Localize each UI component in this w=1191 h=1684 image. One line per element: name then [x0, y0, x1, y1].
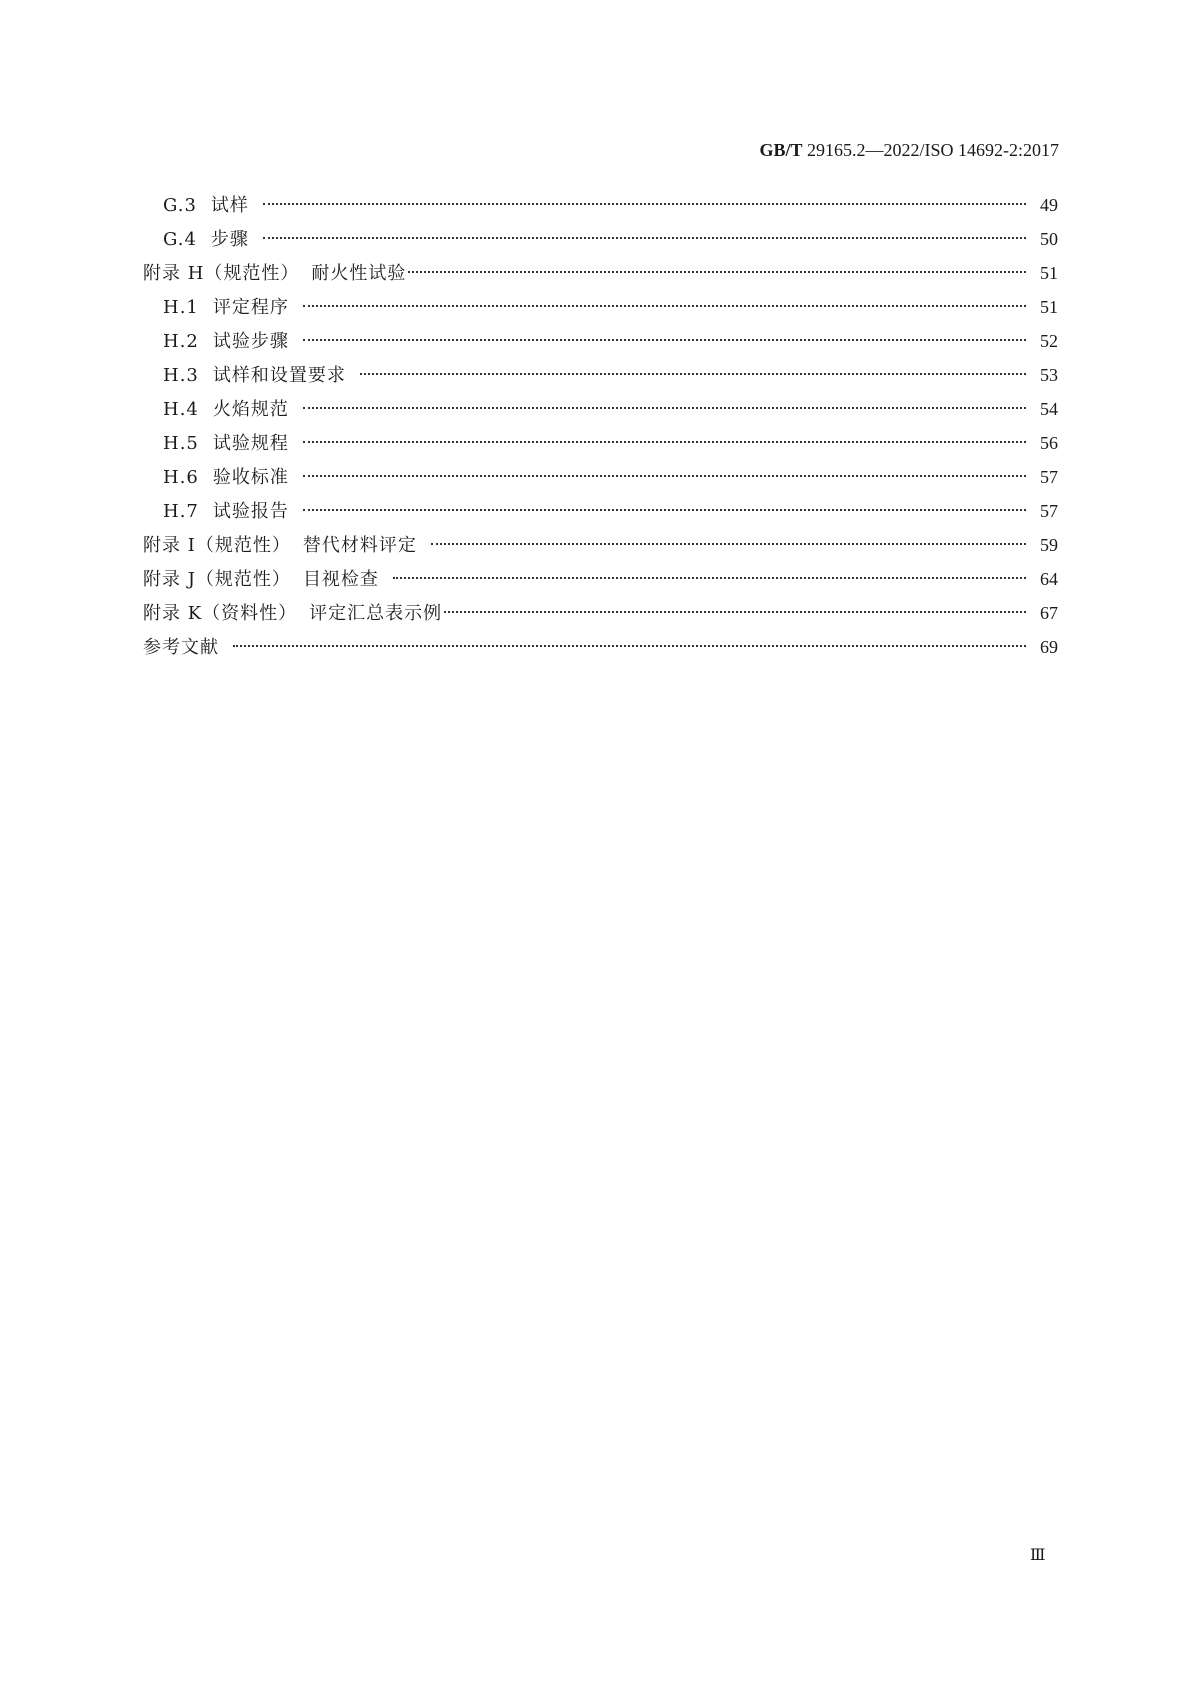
toc-number: H.1 [163, 297, 199, 318]
toc-title: 耐火性试验 [311, 263, 407, 284]
toc-title: 试验报告 [212, 501, 289, 522]
toc-number: 附录 I（规范性） [143, 535, 291, 556]
toc-number: 附录 J（规范性） [143, 569, 291, 590]
dot-leader [303, 509, 1026, 511]
toc-entry-appendix-k[interactable] [143, 598, 1058, 629]
standard-number: 29165.2—2022/ISO 14692-2:2017 [802, 140, 1059, 160]
toc-title: 参考文献 [143, 637, 219, 658]
toc-row [0, 224, 1191, 258]
toc-entry-appendix-i[interactable] [143, 530, 1058, 561]
toc-page-number: 54 [1040, 399, 1058, 419]
toc-title: 验收标准 [212, 467, 289, 488]
toc-number: H.4 [163, 399, 199, 420]
toc-row [0, 530, 1191, 564]
toc-number: 附录 K（资料性） [143, 603, 298, 624]
running-header [759, 140, 1059, 161]
standard-code: GB/T [759, 140, 803, 160]
toc-title: 评定程序 [212, 297, 289, 318]
toc-entry-h2[interactable] [163, 326, 1058, 357]
toc-title: 步骤 [210, 229, 249, 250]
toc-entry-h7[interactable] [163, 496, 1058, 527]
toc-entry-references[interactable] [143, 632, 1058, 663]
toc-title: 火焰规范 [212, 399, 289, 420]
toc-title: 试验步骤 [212, 331, 289, 352]
toc-page-number: 49 [1040, 195, 1058, 215]
dot-leader [303, 407, 1026, 409]
toc-entry-g4[interactable] [163, 224, 1058, 255]
dot-leader [303, 475, 1026, 477]
toc-number: 附录 H（规范性） [143, 263, 300, 284]
dot-leader [431, 543, 1026, 545]
toc-number: H.2 [163, 331, 199, 352]
toc-entry-h4[interactable] [163, 394, 1058, 425]
toc-page-number: 57 [1040, 467, 1058, 487]
dot-leader [233, 645, 1026, 647]
toc-entry-appendix-h[interactable] [143, 258, 1058, 289]
toc-page-number: 53 [1040, 365, 1058, 385]
toc-row [0, 394, 1191, 428]
toc-page-number: 52 [1040, 331, 1058, 351]
toc-entry-h1[interactable] [163, 292, 1058, 323]
toc-number: H.5 [163, 433, 199, 454]
toc-page-number: 51 [1040, 297, 1058, 317]
page-folio: Ⅲ [1030, 1547, 1046, 1564]
toc-entry-h5[interactable] [163, 428, 1058, 459]
toc-number: H.3 [163, 365, 199, 386]
dot-leader [263, 203, 1026, 205]
toc-entry-h6[interactable] [163, 462, 1058, 493]
dot-leader [303, 339, 1026, 341]
dot-leader [263, 237, 1026, 239]
dot-leader [444, 611, 1026, 613]
toc-row [0, 190, 1191, 224]
toc-number: H.6 [163, 467, 199, 488]
toc-row [0, 292, 1191, 326]
toc-title: 试样 [210, 195, 249, 216]
dot-leader [303, 305, 1026, 307]
toc-page-number: 67 [1040, 603, 1058, 623]
toc-entry-g3[interactable] [163, 190, 1058, 221]
dot-leader [360, 373, 1026, 375]
toc-row [0, 258, 1191, 292]
toc-page-number: 59 [1040, 535, 1058, 555]
toc-number: G.3 [163, 195, 197, 216]
dot-leader [393, 577, 1026, 579]
toc-row [0, 462, 1191, 496]
toc-row [0, 428, 1191, 462]
toc-title: 替代材料评定 [302, 535, 417, 556]
toc-row [0, 496, 1191, 530]
toc-page-number: 69 [1040, 637, 1058, 657]
toc-title: 试验规程 [212, 433, 289, 454]
toc-page-number: 56 [1040, 433, 1058, 453]
toc-row [0, 360, 1191, 394]
toc-entry-appendix-j[interactable] [143, 564, 1058, 595]
toc-row [0, 632, 1191, 666]
toc-page-number: 57 [1040, 501, 1058, 521]
toc-number: G.4 [163, 229, 197, 250]
toc-page-number: 64 [1040, 569, 1058, 589]
toc-number: H.7 [163, 501, 199, 522]
toc-row [0, 564, 1191, 598]
toc-row [0, 326, 1191, 360]
dot-leader [303, 441, 1026, 443]
toc-page-number: 51 [1040, 263, 1058, 283]
toc-title: 评定汇总表示例 [309, 603, 443, 624]
toc-page-number: 50 [1040, 229, 1058, 249]
dot-leader [408, 271, 1026, 273]
toc-title: 目视检查 [302, 569, 379, 590]
toc-row [0, 598, 1191, 632]
toc-entry-h3[interactable] [163, 360, 1058, 391]
toc-title: 试样和设置要求 [212, 365, 346, 386]
